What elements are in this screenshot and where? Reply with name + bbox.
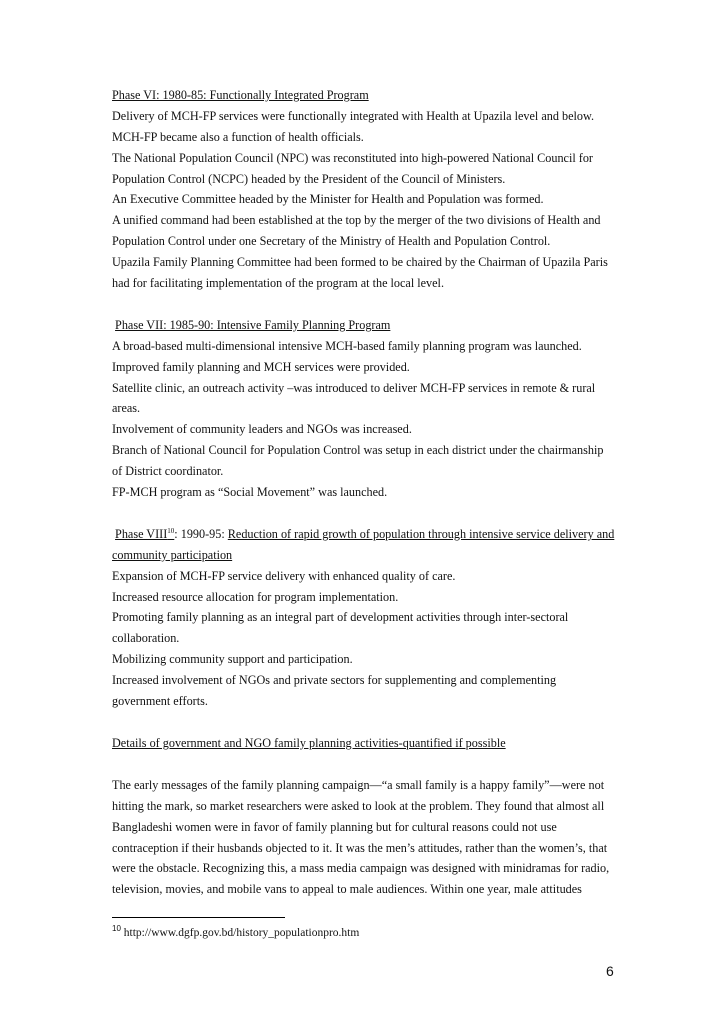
phase-viii-title-continued: community participation xyxy=(112,547,233,562)
phase-vi-line: An Executive Committee headed by the Minister for Health and Population was formed. xyxy=(112,192,544,207)
paragraph-gap xyxy=(112,712,622,733)
phase-vii-heading-row xyxy=(112,315,622,336)
phase-vi-line: Population Control (NCPC) headed by the President of the Council of Ministers. xyxy=(112,171,506,186)
details-heading: Details of government and NGO family planning activities-quantified if possible xyxy=(112,735,506,750)
phase-viii-line: government efforts. xyxy=(112,694,208,709)
details-line: Bangladeshi women were in favor of family planning but for cultural reasons could not use xyxy=(112,819,557,834)
page-number: 6 xyxy=(606,963,614,979)
phase-vii-line: Improved family planning and MCH services were provided. xyxy=(112,359,410,374)
phase-vi-line: Upazila Family Planning Committee had been formed to be chaired by the Chairman of Upazila Paris xyxy=(112,255,608,270)
footnote-separator xyxy=(112,917,285,918)
details-line: contraception if their husbands objected to it. It was the men’s attitudes, rather than the women’s, that xyxy=(112,840,608,855)
paragraph-gap xyxy=(112,503,622,524)
phase-vi-line: MCH-FP became also a function of health officials. xyxy=(112,129,364,144)
phase-vii-line: A broad-based multi-dimensional intensive MCH-based family planning program was launched. xyxy=(112,338,582,353)
phase-vii-line: of District coordinator. xyxy=(112,464,224,479)
phase-viii-line: Mobilizing community support and participation. xyxy=(112,652,353,667)
footnote-link[interactable]: http://www.dgfp.gov.bd/history_populationpro.htm xyxy=(120,927,360,939)
details-line: television, movies, and mobile vans to appeal to male audiences. Within one year, male attitudes xyxy=(112,882,582,897)
phase-viii-heading-row xyxy=(112,524,622,545)
phase-vi-line: The National Population Council (NPC) was reconstituted into high-powered National Council for xyxy=(112,150,593,165)
phase-vii-heading: Phase VII: 1985-90: Intensive Family Planning Program xyxy=(115,317,391,332)
phase-vii-line: areas. xyxy=(112,401,141,416)
phase-viii-title: Reduction of rapid growth of population through intensive service delivery and xyxy=(227,526,615,541)
phase-vii-line: Branch of National Council for Population Control was setup in each district under the chairmanship xyxy=(112,443,604,458)
phase-viii-label xyxy=(115,527,174,541)
phase-viii-line: collaboration. xyxy=(112,631,180,646)
phase-viii-line: Increased resource allocation for program implementation. xyxy=(112,589,399,604)
paragraph-gap xyxy=(112,754,622,775)
details-line: were the obstacle. Recognizing this, a mass media campaign was designed with minidramas for radio, xyxy=(112,861,610,876)
phase-vi-line: had for facilitating implementation of the program at the local level. xyxy=(112,276,444,291)
phase-vii-line: Involvement of community leaders and NGOs was increased. xyxy=(112,422,412,437)
page-body xyxy=(112,85,622,900)
details-line: The early messages of the family planning campaign—“a small family is a happy family”—were not xyxy=(112,777,605,792)
phase-vi-line: A unified command had been established at the top by the merger of the two divisions of Health and xyxy=(112,213,601,228)
phase-viii-years: : 1990-95: xyxy=(174,526,228,541)
phase-viii-line: Increased involvement of NGOs and private sectors for supplementing and complementing xyxy=(112,673,557,688)
details-line: hitting the mark, so market researchers were asked to look at the problem. They found that almost all xyxy=(112,798,605,813)
phase-viii-prefix: Phase VIII xyxy=(115,526,168,541)
phase-vi-line: Delivery of MCH-FP services were functionally integrated with Health at Upazila level and below. xyxy=(112,108,595,123)
phase-vii-line: Satellite clinic, an outreach activity –was introduced to deliver MCH-FP services in remote & rural xyxy=(112,380,596,395)
footnote-ref-10[interactable]: 10 xyxy=(167,526,175,535)
footnote xyxy=(112,926,359,940)
phase-viii-line: Expansion of MCH-FP service delivery with enhanced quality of care. xyxy=(112,568,456,583)
phase-vi-line: Population Control under one Secretary of the Ministry of Health and Population Control. xyxy=(112,234,551,249)
phase-vii-line: FP-MCH program as “Social Movement” was launched. xyxy=(112,485,388,500)
footnote-mark: 10 xyxy=(112,924,121,934)
phase-vi-heading: Phase VI: 1980-85: Functionally Integrated Program xyxy=(112,88,369,102)
paragraph-gap xyxy=(112,294,622,315)
phase-viii-line: Promoting family planning as an integral part of development activities through inter-sectoral xyxy=(112,610,569,625)
